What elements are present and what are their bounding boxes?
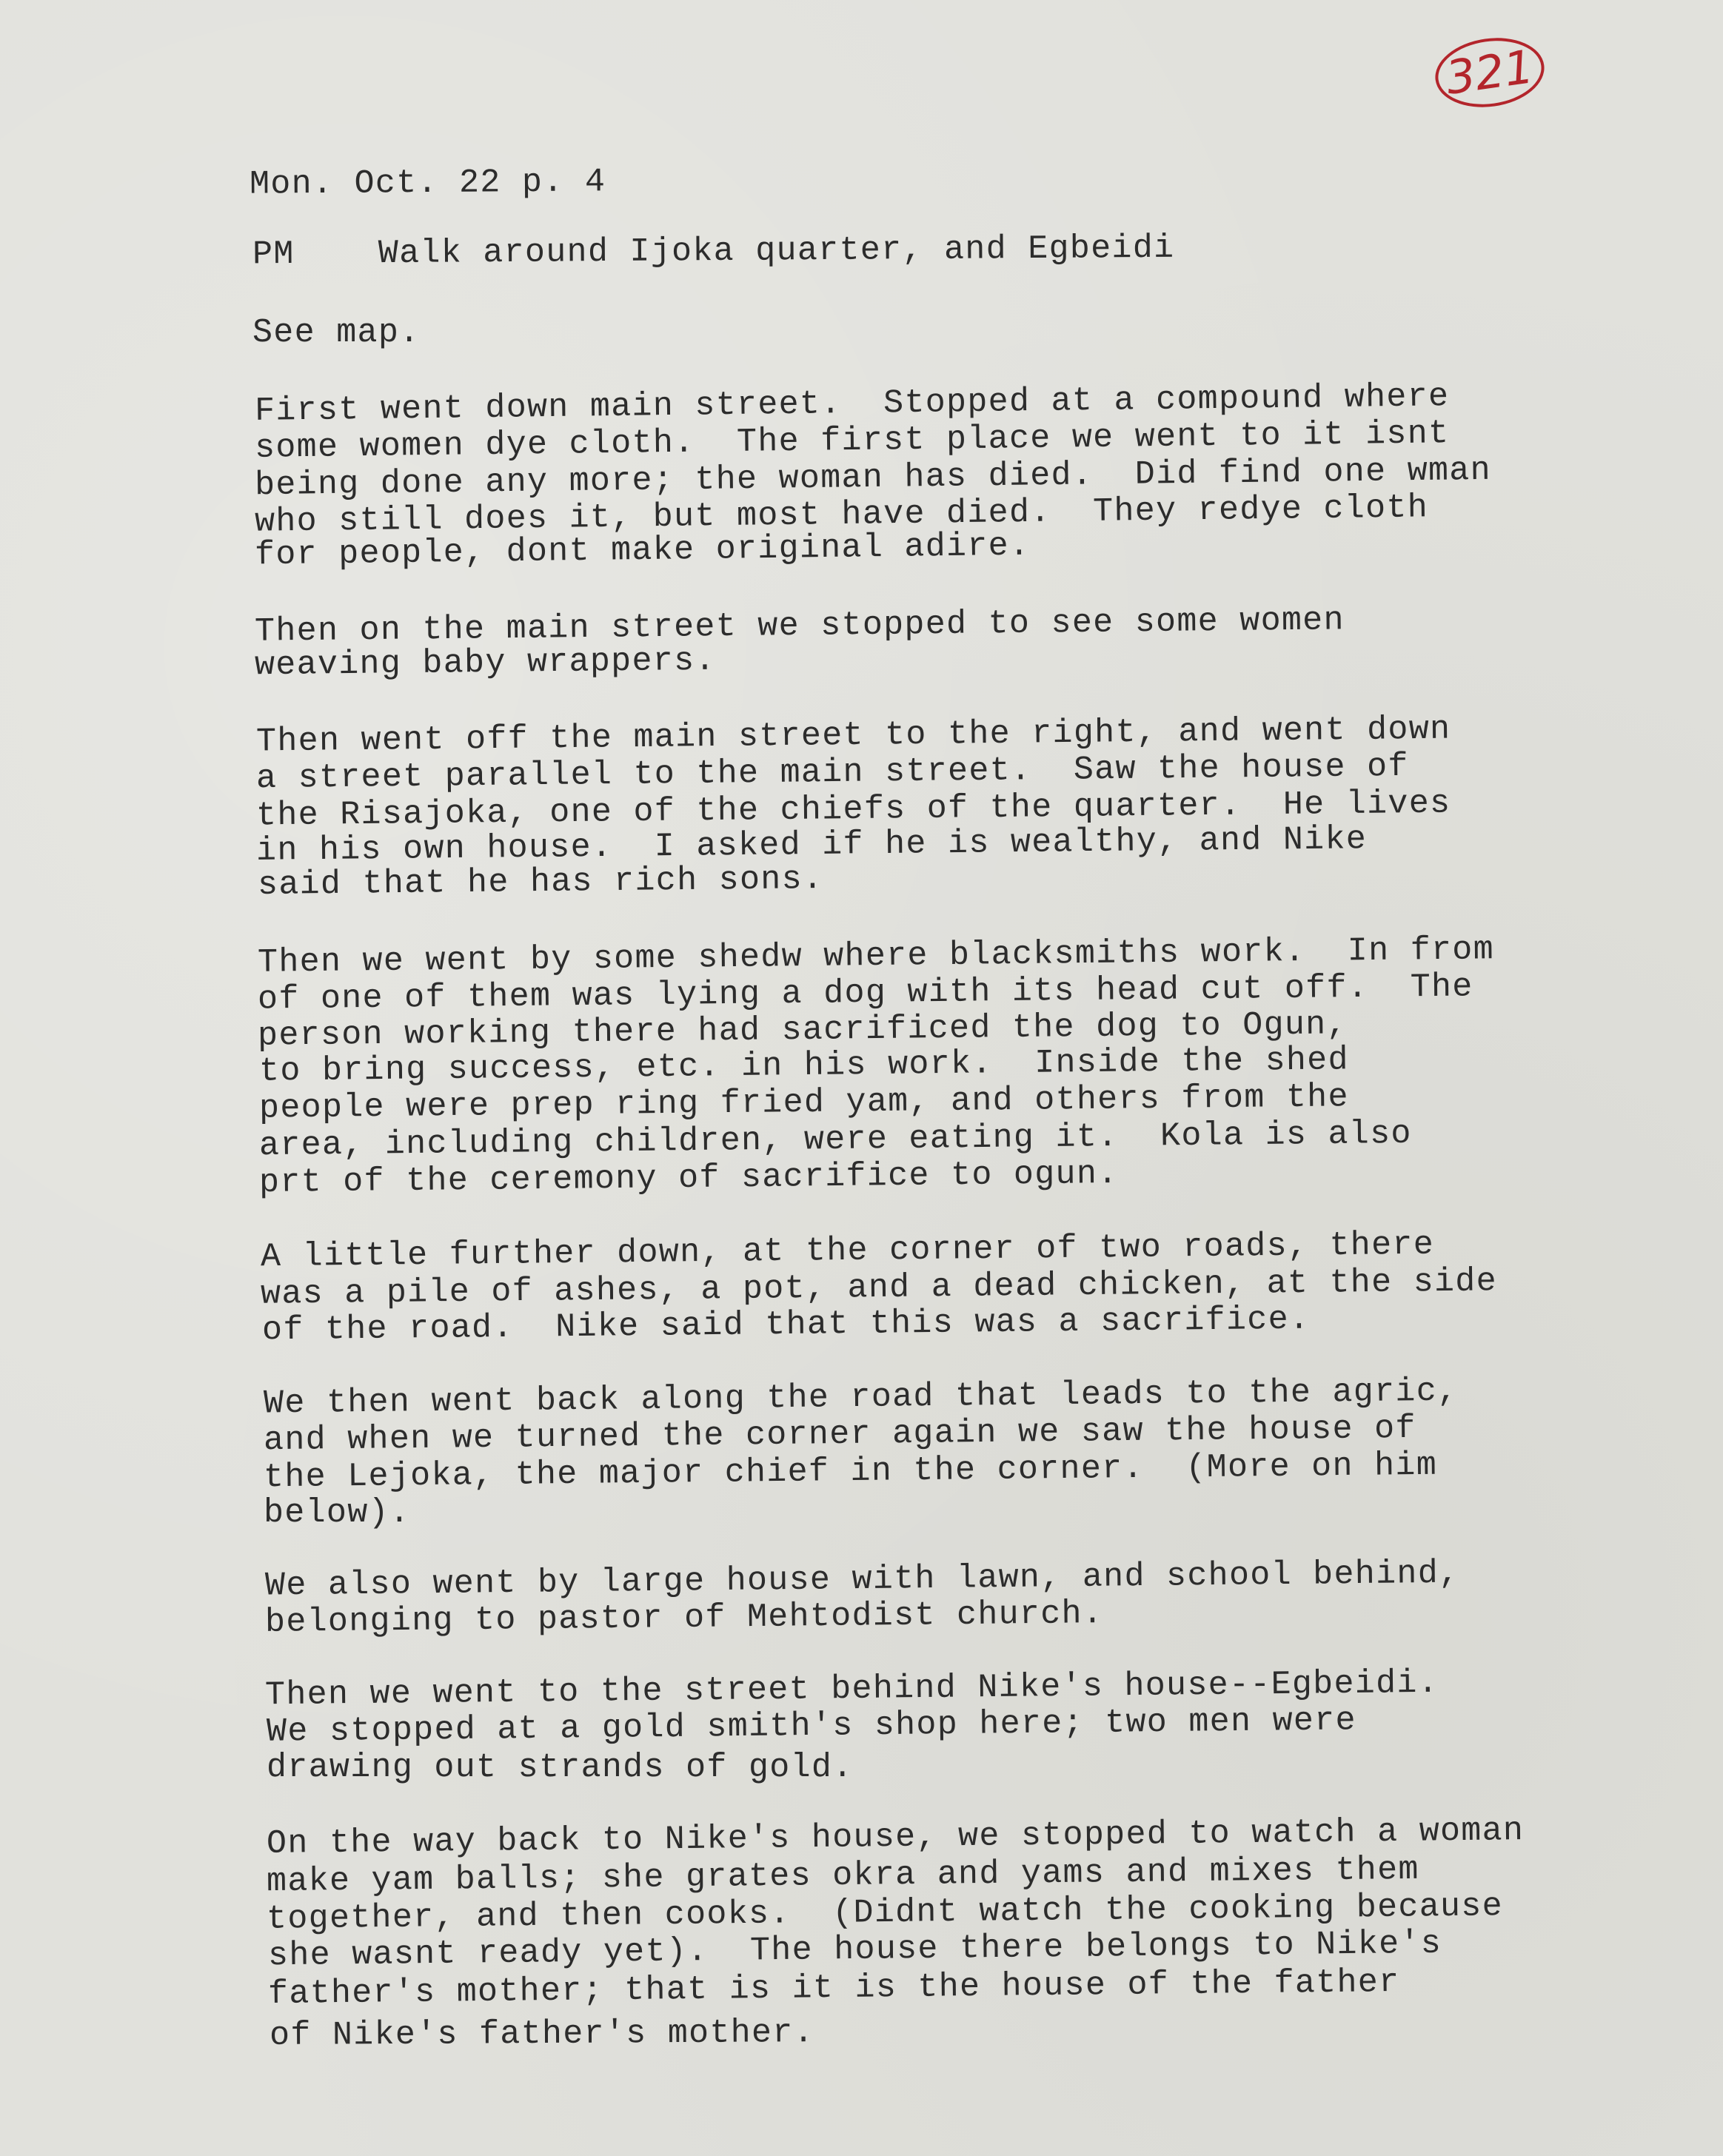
text-line: of the road. Nike said that this was a sacrifice. [261, 1300, 1311, 1350]
circled-page-number: 321 [1431, 31, 1548, 114]
text-line: said that he has rich sons. [257, 860, 824, 904]
text-line: A little further down, at the corner of two roads, there [260, 1225, 1435, 1276]
text-line: father's mother; that is it is the house of the father [267, 1963, 1400, 2014]
text-line: the Lejoka, the major chief in the corner. (More on him [263, 1446, 1438, 1497]
text-line: she wasnt ready yet). The house there belongs to Nike's [267, 1924, 1442, 1975]
text-line: people were prep ring fried yam, and others from the [258, 1078, 1350, 1128]
text-line: for people, dont make original adire. [254, 526, 1031, 575]
text-line: in his own house. I asked if he is wealthy, and Nike [255, 820, 1368, 870]
text-line: was a pile of ashes, a pot, and a dead chicken, at the side [260, 1262, 1498, 1313]
text-line: and when we turned the corner again we saw the house of [263, 1409, 1416, 1460]
text-line: Then on the main street we stopped to see some women [254, 601, 1345, 651]
text-line: of one of them was lying a dog with its head cut off. The [257, 968, 1473, 1019]
text-line: prt of the ceremony of sacrifice to ogun. [258, 1154, 1119, 1202]
text-line: together, and then cooks. (Didnt watch the cooking because [266, 1887, 1504, 1938]
entry-heading-line: PM Walk around Ijoka quarter, and Egbeidi [252, 229, 1175, 274]
text-line: below). [264, 1494, 411, 1532]
entry-date-line: Mon. Oct. 22 p. 4 [249, 163, 606, 204]
text-line: We then went back along the road that leads to the agric, [263, 1372, 1459, 1423]
text-line: some women dye cloth. The first place we went to it isnt [254, 415, 1450, 467]
text-line: weaving baby wrappers. [254, 641, 716, 685]
text-line: who still does it, but most have died. They redye cloth [254, 489, 1429, 541]
text-line: area, including children, were eating it. Kola is also [258, 1114, 1412, 1165]
text-line: See map. [252, 314, 421, 352]
text-line: We stopped at a gold smith's shop here; two men were [266, 1701, 1357, 1751]
text-line: person working there had sacrificed the dog to Ogun, [257, 1005, 1348, 1055]
text-line: Then we went by some shedw where blacksmiths work. In from [257, 931, 1495, 982]
text-line: Then we went to the street behind Nike's house--Egbeidi. [264, 1664, 1439, 1715]
text-line: belonging to pastor of Mehtodist church. [264, 1595, 1104, 1641]
text-line: the Risajoka, one of the chiefs of the quarter. He lives [255, 784, 1451, 835]
text-line: First went down main street. Stopped at a compound where [254, 378, 1450, 430]
text-line: a street parallel to the main street. Saw the house of [255, 747, 1409, 798]
text-line: to bring success, etc. in his work. Inside the shed [258, 1041, 1350, 1091]
text-line: of Nike's father's mother. [269, 2014, 815, 2055]
text-line: Then went off the main street to the right, and went down [255, 710, 1451, 761]
text-line: drawing out strands of gold. [267, 1749, 854, 1787]
text-line: make yam balls; she grates okra and yams and mixes them [266, 1850, 1419, 1901]
text-line: being done any more; the woman has died. Did find one wman [254, 451, 1492, 505]
text-line: We also went by large house with lawn, and school behind, [264, 1554, 1460, 1605]
text-line: On the way back to Nike's house, we stopped to watch a woman [266, 1812, 1525, 1863]
